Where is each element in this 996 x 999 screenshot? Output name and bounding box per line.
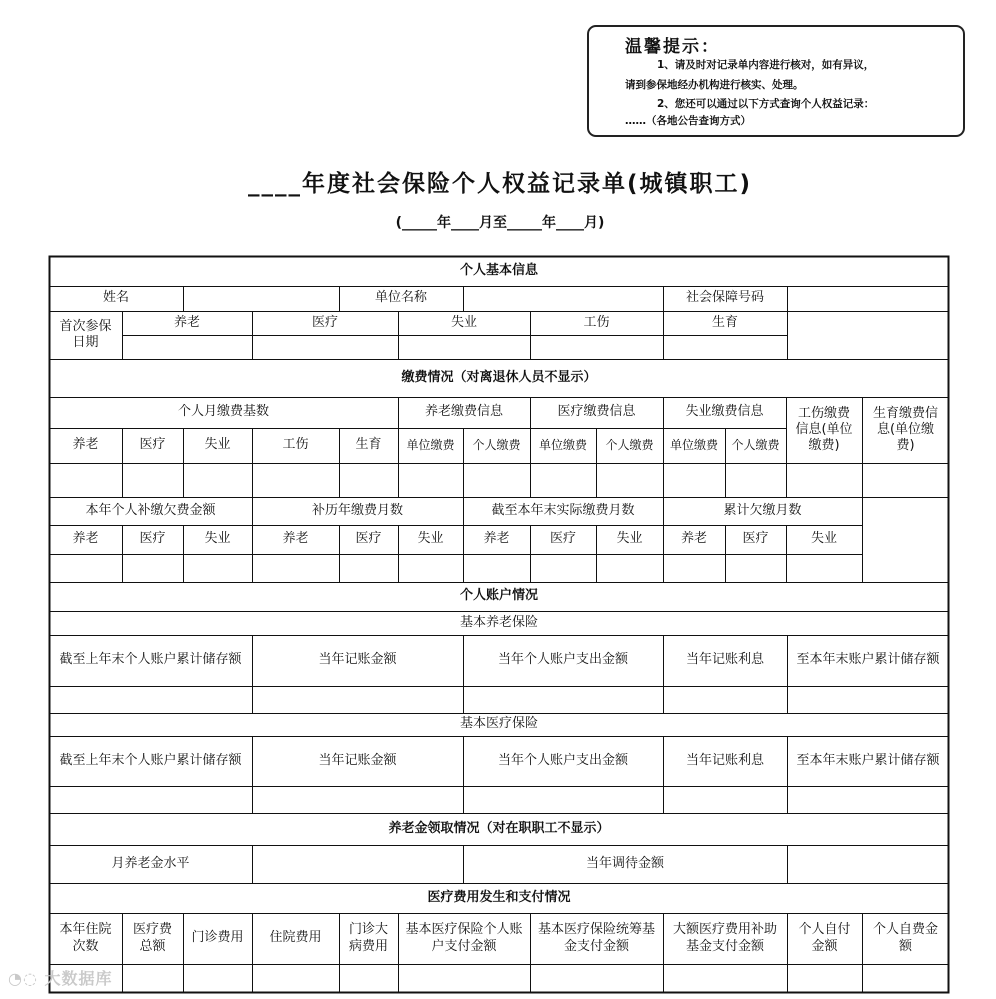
label-large-expense-fund-paid: 大额医疗费用补助基金支付金额 [672,922,777,954]
document-title: ____年度社会保险个人权益记录单(城镇职工) [247,171,753,197]
label-arrears-medical: 医疗 [139,531,166,547]
label-base-maternity: 生育 [355,437,382,453]
label-pension-adjustment: 当年调待金额 [585,855,664,871]
label-arrears-pension: 养老 [72,531,99,547]
label-owed-months: 累计欠缴月数 [723,502,802,518]
section-contribution: 缴费情况（对离退休人员不显示） [401,369,597,385]
label-pension-spent: 当年个人账户支出金额 [497,652,628,668]
label-first-injury: 工伤 [583,314,610,330]
section-pension-receipt: 养老金领取情况（对在职职工不显示） [388,820,610,836]
label-pension-end-balance: 至本年末账户累计储存额 [796,652,940,668]
label-inpatient-cost: 住院费用 [269,930,322,946]
label-pension-prev-balance: 截至上年末个人账户累计储存额 [59,652,242,668]
label-injury-contrib: 工伤缴费信息(单位缴费) [795,405,853,454]
section-medical-expense: 医疗费用发生和支付情况 [427,889,571,905]
label-medical-credited: 当年记账金额 [318,752,397,768]
label-employer: 单位名称 [374,290,427,306]
watermark-logo-icon: ◔◌ [8,969,45,988]
section-basic-info: 个人基本信息 [459,262,538,278]
label-back-months: 补历年缴费月数 [311,502,403,518]
watermark [8,966,113,989]
label-pooled-fund-paid: 基本医疗保险统筹基金支付金额 [537,922,655,954]
label-first-unemployment: 失业 [450,314,477,330]
label-self-paid: 个人自付金额 [798,922,851,954]
label-back-pension: 养老 [282,531,309,547]
label-actual-unemployment: 失业 [616,531,643,547]
label-owed-medical: 医疗 [742,531,769,547]
label-medical-unit-pay: 单位缴费 [538,438,587,452]
label-outpatient-serious-cost: 门诊大病费用 [348,922,388,954]
section-account: 个人账户情况 [459,588,538,604]
label-back-medical: 医疗 [355,531,382,547]
notice-line-4: ……（各地公告查询方式） [625,115,751,127]
label-first-maternity: 生育 [711,314,738,330]
label-arrears-amount: 本年个人补缴欠费金额 [85,502,216,518]
label-unemployment-personal-pay: 个人缴费 [731,438,780,452]
label-personal-account-paid: 基本医疗保险个人账户支付金额 [405,922,523,954]
label-owed-unemployment: 失业 [810,531,837,547]
label-owed-pension: 养老 [680,531,707,547]
label-pension-contrib: 养老缴费信息 [424,404,503,420]
label-arrears-unemployment: 失业 [204,531,231,547]
label-monthly-base: 个人月缴费基数 [177,404,269,420]
document-period: (_____年____月至_____年____月) [395,215,605,231]
label-medical-end-balance: 至本年末账户累计储存额 [796,752,940,768]
label-maternity-contrib: 生育缴费信息(单位缴费) [872,405,938,454]
label-medical-total: 医疗费总额 [132,922,172,954]
label-self-funded: 个人自费金额 [872,922,938,954]
label-first-pension: 养老 [173,314,200,330]
label-base-pension: 养老 [72,437,99,453]
label-unemployment-contrib: 失业缴费信息 [685,404,764,420]
label-medical-prev-balance: 截至上年末个人账户累计储存额 [59,752,242,768]
subsection-medical-insurance: 基本医疗保险 [459,716,538,732]
label-base-medical: 医疗 [139,437,166,453]
label-actual-months: 截至本年末实际缴费月数 [491,502,635,518]
label-first-medical: 医疗 [311,314,338,330]
notice-title: 温馨提示： [625,37,720,57]
label-name: 姓名 [102,290,129,306]
label-back-unemployment: 失业 [417,531,444,547]
subsection-pension-insurance: 基本养老保险 [459,614,538,630]
label-monthly-pension-level: 月养老金水平 [111,855,190,871]
notice-line-1: 1、请及时对记录单内容进行核对，如有异议， [657,59,875,71]
label-pension-personal-pay: 个人缴费 [472,438,521,452]
label-base-unemployment: 失业 [204,437,231,453]
label-pension-interest: 当年记账利息 [685,652,764,668]
label-actual-pension: 养老 [483,531,510,547]
label-base-injury: 工伤 [282,437,309,453]
watermark-text: 大数据库 [44,969,113,988]
label-first-insured-date: 首次参保日期 [59,318,112,350]
label-hospitalization-count: 本年住院次数 [59,922,112,954]
notice-line-2: 请到参保地经办机构进行核实、处理。 [625,79,804,91]
label-medical-interest: 当年记账利息 [685,752,764,768]
label-medical-spent: 当年个人账户支出金额 [497,752,628,768]
label-pension-unit-pay: 单位缴费 [406,438,455,452]
label-ssn: 社会保障号码 [685,290,764,306]
label-unemployment-unit-pay: 单位缴费 [669,438,718,452]
label-medical-contrib: 医疗缴费信息 [557,404,636,420]
label-pension-credited: 当年记账金额 [318,652,397,668]
notice-line-3: 2、您还可以通过以下方式查询个人权益记录： [657,98,875,110]
label-outpatient-cost: 门诊费用 [191,930,244,946]
label-medical-personal-pay: 个人缴费 [605,438,654,452]
label-actual-medical: 医疗 [549,531,576,547]
